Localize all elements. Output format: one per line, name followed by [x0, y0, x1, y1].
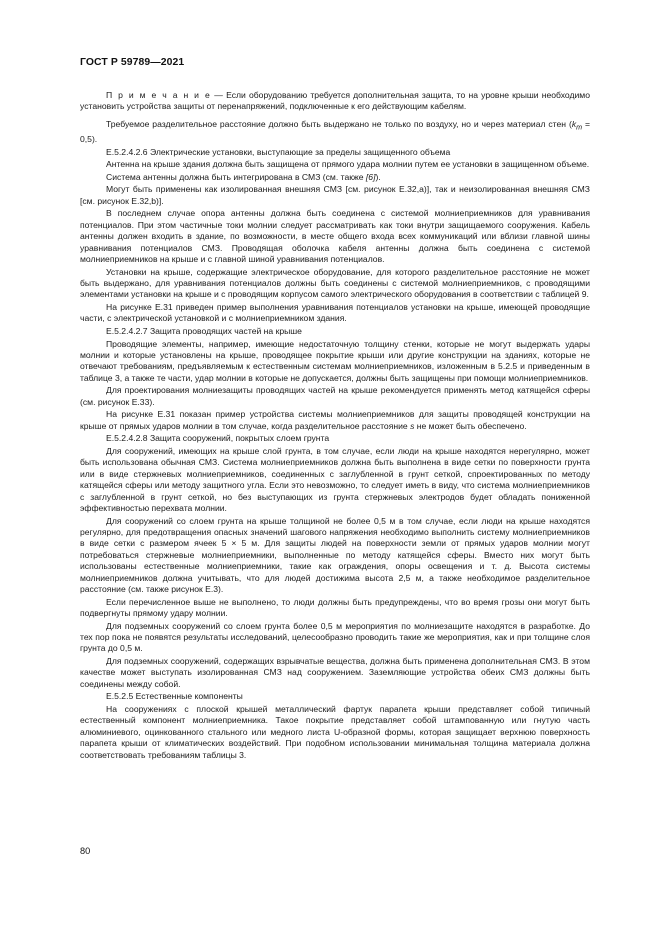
- section-heading-e524227: Е.5.2.4.2.7 Защита проводящих частей на крыше: [106, 325, 302, 336]
- section-heading-e525: Е.5.2.5 Естественные компоненты: [106, 691, 243, 702]
- figure-e31-paragraph-b: [80, 409, 590, 432]
- section-heading-e524228: Е.5.2.4.2.8 Защита сооружений, покрытых слоем грунта: [106, 433, 330, 444]
- separation-paragraph: [80, 119, 590, 146]
- soil-paragraph-5: Для подземных сооружений, содержащих взрывчатые вещества, должна быть применена дополнительная СМЗ. В этом качестве может выступать изолированная СМЗ над сооружением. Заземляющие устройства обеих СМЗ должны быть соединены между собой.: [80, 656, 590, 689]
- section-heading-e524226: Е.5.2.4.2.6 Электрические установки, выступающие за пределы защищенного объема: [106, 146, 451, 157]
- symbol-s: s: [410, 420, 415, 431]
- figure-e31-b-text-before: На рисунке Е.31 показан пример устройства системы молниеприемников для защиты проводящей конструкции на крыше от прямых ударов молнии в том случае, когда разделительное расстояние: [80, 409, 590, 431]
- separation-text-after: = 0,5).: [80, 118, 590, 144]
- document-body: [80, 90, 590, 762]
- symbol-k: k: [571, 118, 577, 129]
- antenna-paragraph-4: В последнем случае опора антенны должна быть соединена с системой молниеприемников для уравнивания потенциалов. При этом частичные токи молнии следует рассматривать как токи внутри защищаемого сооружения. Кабель антенны должен входить в здание, по возможности, в месте общего входа всех коммуникаций или вблизи главной шины уравнивания потенциалов СМЗ. Проводящая оболочка кабеля антенны должна быть соединена с системой молниеприемников на крыше и с главной шиной уравнивания потенциалов.: [80, 208, 590, 264]
- document-header: ГОСТ Р 59789—2021: [80, 57, 185, 68]
- reference-6: [6]: [365, 171, 376, 182]
- note-text: — Если оборудованию требуется дополнительная защита, то на уровне крыши необходимо установить устройства защиты от перенапряжений, подключенные к его действующим кабелям.: [80, 90, 590, 112]
- conductive-paragraph-2: Для проектирования молниезащиты проводящих частей на крыше рекомендуется применять метод катящейся сферы (см. рисунок Е.33).: [80, 385, 590, 407]
- soil-paragraph-2: Для сооружений со слоем грунта на крыше толщиной не более 0,5 м в том случае, если люди на крыше находятся регулярно, для предотвращения опасных значений шагового напряжения необходимо выполнить систему молниеприемников в виде сетки с размером ячеек 5 × 5 м. Для защиты людей на поверхности земли от прямых ударов молнии могут потребоваться стержневые молниеприемники, выполненные по методу катящейся сферы. Вместо них могут быть использованы естественные молниеприемники, такие как ограждения, опоры освещения и т. д. Высота системы молниеприемников должна учитывать, что для людей достижима высота 2,5 м, а также необходимое разделительное расстояние (см. также рисунок Е.3).: [80, 515, 590, 594]
- note-lead: П р и м е ч а н и е: [106, 90, 212, 100]
- soil-paragraph-4: Для подземных сооружений со слоем грунта более 0,5 м мероприятия по молниезащите находятся в разработке. До тех пор пока не появятся результаты исследований, целесообразно проводить такие же мероприятия, как и при толщине слоя грунта до 0,5 м.: [80, 620, 590, 654]
- antenna-paragraph-3: Могут быть применены как изолированная внешняя СМЗ [см. рисунок Е.32,а)], так и неизолированная внешняя СМЗ [см. рисунок Е.32,b)].: [80, 184, 590, 206]
- natural-components-paragraph: На сооружениях с плоской крышей металлический фартук парапета крыши представляет собой типичный естественный компонент молниеприемника. Такое покрытие представляет собой штампованную или гнутую часть алюминиевого, оцинкованного стального или медного листа U-образной формы, которая защищает верхнюю поверхность парапета крыши от климатических воздействий. При подобном использовании минимальная толщина материала должна соответствовать требованиям таблицы 3.: [80, 704, 590, 760]
- symbol-m: m: [576, 123, 583, 132]
- note-paragraph: [80, 90, 590, 113]
- antenna-2-text-after: ).: [375, 171, 381, 182]
- figure-e31-paragraph-a: На рисунке Е.31 приведен пример выполнения уравнивания потенциалов установки на крыше, имеющей проводящие части, с электрической установкой и с молниеприемником здания.: [80, 301, 590, 324]
- antenna-2-text-before: Система антенны должна быть интегрирована в СМЗ (см. также: [106, 171, 366, 182]
- soil-paragraph-3: Если перечисленное выше не выполнено, то люди должны быть предупреждены, что во время грозы они могут быть подвергнуты прямому удару молнии.: [80, 596, 590, 618]
- antenna-paragraph-2: [80, 172, 590, 183]
- separation-text-before: Требуемое разделительное расстояние должно быть выдержано не только по воздуху, но и через материал стен (: [106, 118, 572, 129]
- antenna-paragraph-1: Антенна на крыше здания должна быть защищена от прямого удара молнии путем ее установки в защищенном объеме.: [106, 159, 590, 170]
- page-number: 80: [80, 846, 91, 856]
- figure-e31-b-text-after: не может быть обеспечено.: [414, 420, 527, 431]
- roof-equipment-paragraph: Установки на крыше, содержащие электрическое оборудование, для которого разделительное расстояние не может быть выдержано, для уравнивания потенциалов должны быть соединены с системой молниеприемников, с проводящими элементами установки на крыше и с проводящим корпусом самого электрического оборудования в соответствии с таблицей 9.: [80, 266, 590, 300]
- conductive-paragraph-1: Проводящие элементы, например, имеющие недостаточную толщину стенки, которые не могут выдержать удары молнии и которые установлены на крыше, проводящее покрытие крыши или другие конструкции на зданиях, которые не отвечают требованиям, предъявляемым к естественным системам молниеприемников, изложенным в 5.2.5 и приведенным в таблице 3, а также те части, удар молнии в которые не допускается, должны быть защищены при помощи молниеприемников.: [80, 338, 590, 383]
- soil-paragraph-1: Для сооружений, имеющих на крыше слой грунта, в том случае, если люди на крыше находятся нерегулярно, может быть использована обычная СМЗ. Система молниеприемников должна быть выполнена в виде сетки по поверхности грунта или в виде стержневых молниеприемников, соединенных с заглубленной в грунт сеткой, спроектированных по методу катящейся сферы или методу защитного угла. Если это невозможно, то следует иметь в виду, что система молниеприемников с заглубленной в грунт сеткой, но без выступающих из грунта стержневых электродов будет обладать пониженной эффективностью перехвата молнии.: [80, 445, 590, 513]
